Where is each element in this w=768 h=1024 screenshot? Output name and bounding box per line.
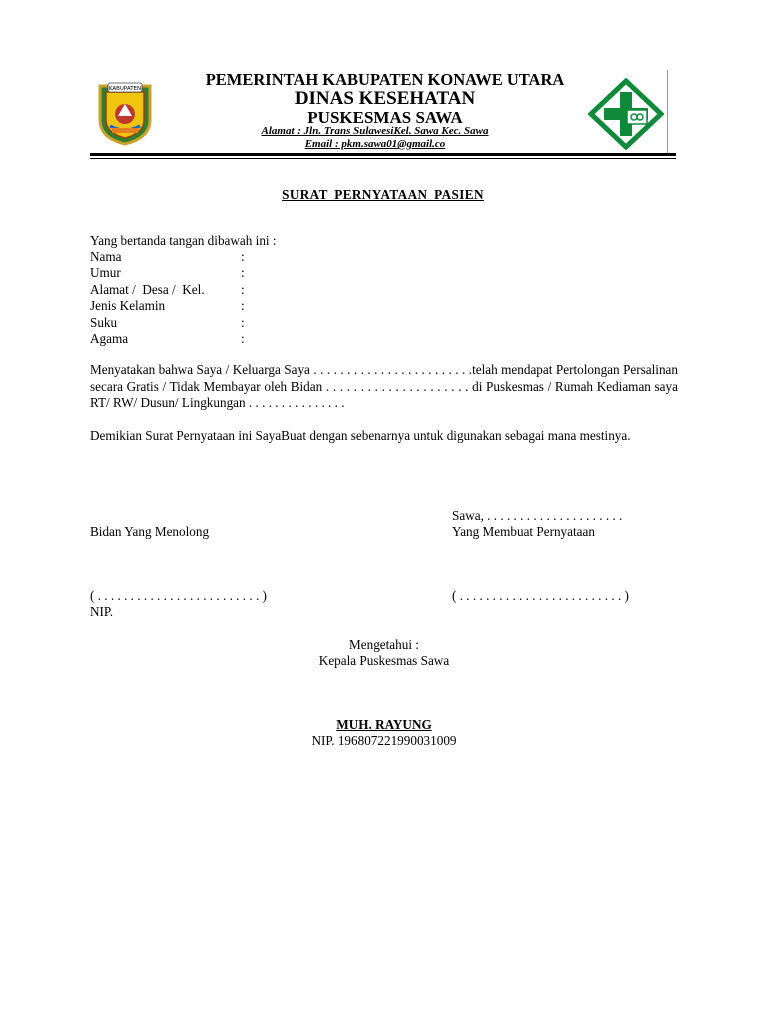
field-colon: : — [241, 265, 245, 280]
field-label-jenis-kelamin: Jenis Kelamin — [90, 298, 166, 313]
statement-paragraph: Menyatakan bahwa Saya / Keluarga Saya . . . . . . . . . . . . . . . . . . . . . . . .telah mendapat Pertolongan Persalinan secara Gratis / Tidak Membayar oleh Bidan . . . . . . . . . . . . . . . . . . . . . di Puskesmas / Rumah Kediaman saya RT/ RW/ Dusun/ Lingkungan . . . . . . . . . . . . . . . — [90, 362, 678, 411]
left-nip: NIP. — [90, 604, 114, 619]
left-signature-line: ( . . . . . . . . . . . . . . . . . . . . . . . . . ) — [90, 588, 267, 603]
header-rule-thin — [90, 158, 676, 159]
left-signer-title: Bidan Yang Menolong — [90, 524, 210, 539]
kabupaten-crest-logo — [96, 80, 154, 146]
intro-text: Yang bertanda tangan dibawah ini : — [90, 233, 277, 248]
right-signature-line: ( . . . . . . . . . . . . . . . . . . . . . . . . . ) — [452, 588, 629, 603]
field-label-umur: Umur — [90, 265, 121, 280]
department-name-line: DINAS KESEHATAN — [294, 88, 476, 109]
field-colon: : — [241, 298, 245, 313]
place-date: Sawa, . . . . . . . . . . . . . . . . . . . . . — [452, 508, 623, 523]
head-nip: NIP. 196807221990031009 — [311, 733, 457, 748]
svg-text:KABUPATEN: KABUPATEN — [108, 86, 142, 92]
head-name: MUH. RAYUNG — [336, 717, 432, 732]
right-signer-title: Yang Membuat Pernyataan — [452, 524, 595, 539]
address-line: Alamat : Jln. Trans SulawesiKel. Sawa Kec. Sawa — [261, 125, 489, 137]
field-colon: : — [241, 249, 245, 264]
header-rule-thick — [90, 153, 676, 156]
agency-name-line: PEMERINTAH KABUPATEN KONAWE UTARA — [205, 70, 565, 89]
puskesmas-logo — [588, 78, 664, 150]
document-title: SURAT PERNYATAAN PASIEN — [282, 187, 484, 202]
field-colon: : — [241, 331, 245, 346]
header-divider-vertical — [667, 70, 668, 154]
field-colon: : — [241, 315, 245, 330]
email-line: Email : pkm.sawa01@gmail.co — [304, 138, 446, 150]
field-label-suku: Suku — [90, 315, 118, 330]
closing-paragraph: Demikian Surat Pernyataan ini SayaBuat dengan sebenarnya untuk digunakan sebagai mana mestinya. — [90, 428, 631, 443]
field-label-agama: Agama — [90, 331, 129, 346]
field-label-alamat: Alamat / Desa / Kel. — [90, 282, 205, 297]
acknowledge-role: Kepala Puskesmas Sawa — [318, 653, 450, 668]
field-colon: : — [241, 282, 245, 297]
facility-name-line: PUSKESMAS SAWA — [307, 108, 463, 127]
field-label-nama: Nama — [90, 249, 122, 264]
acknowledge-label: Mengetahui : — [349, 637, 419, 652]
